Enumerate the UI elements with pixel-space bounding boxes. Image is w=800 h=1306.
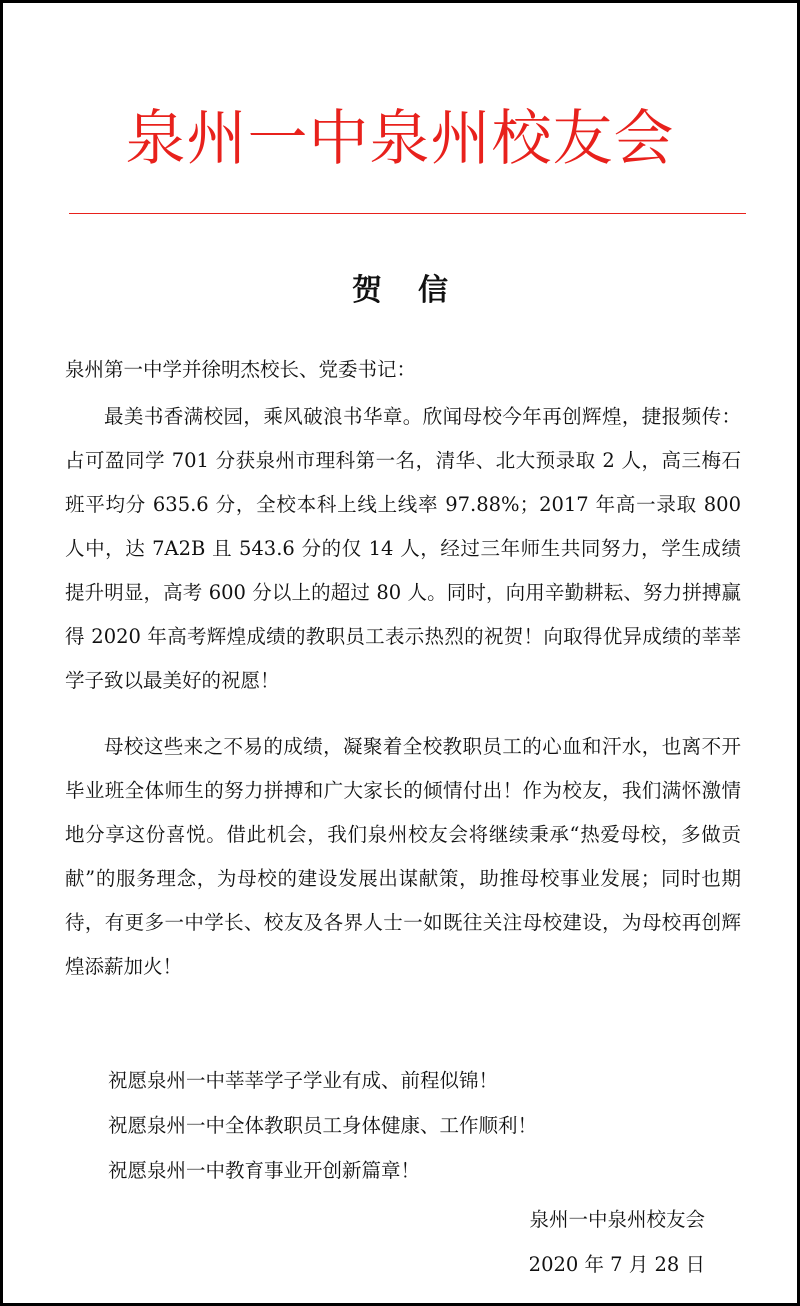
body-paragraph-1: 最美书香满校园，乘风破浪书华章。欣闻母校今年再创辉煌，捷报频传：占可盈同学 701 分获泉州市理科第一名，清华、北大预录取 2 人，高三梅石班平均分 635.6 分，全校本科上线上线率 97.88%；2017 年高一录取 800 人中，达 7A2B 且 543.6 分的仅 14 人，经过三年师生共同努力，学生成绩提升明显，高考 600 分以上的超过 80 人。同时，向用辛勤耕耘、努力拼搏赢得 2020 年高考辉煌成绩的教职员工表示热烈的祝贺！向取得优异成绩的莘莘学子致以最美好的祝愿！ <box>65 405 741 692</box>
wish-line-1: 祝愿泉州一中莘莘学子学业有成、前程似锦！ <box>108 1069 499 1092</box>
letter-title-char-1: 贺 <box>352 273 382 308</box>
letter-title <box>3 269 797 313</box>
wish-line-2: 祝愿泉州一中全体教职员工身体健康、工作顺利！ <box>108 1114 538 1137</box>
salutation: 泉州第一中学并徐明杰校长、党委书记： <box>65 358 417 381</box>
wish-line-3: 祝愿泉州一中教育事业开创新篇章！ <box>108 1159 421 1182</box>
letterhead-divider <box>69 213 746 214</box>
letter-title-char-2: 信 <box>418 273 448 308</box>
letterhead-organization-name: 泉州一中泉州校友会 <box>125 104 675 174</box>
body-paragraph-2: 母校这些来之不易的成绩，凝聚着全校教职员工的心血和汗水，也离不开毕业班全体师生的努力拼搏和广大家长的倾情付出！作为校友，我们满怀激情地分享这份喜悦。借此机会，我们泉州校友会将继续秉承“热爱母校，多做贡献”的服务理念，为母校的建设发展出谋献策，助推母校事业发展；同时也期待，有更多一中学长、校友及各界人士一如既往关注母校建设，为母校再创辉煌添薪加火！ <box>65 735 741 978</box>
letter-date: 2020 年 7 月 28 日 <box>528 1253 705 1276</box>
signature: 泉州一中泉州校友会 <box>529 1208 705 1231</box>
